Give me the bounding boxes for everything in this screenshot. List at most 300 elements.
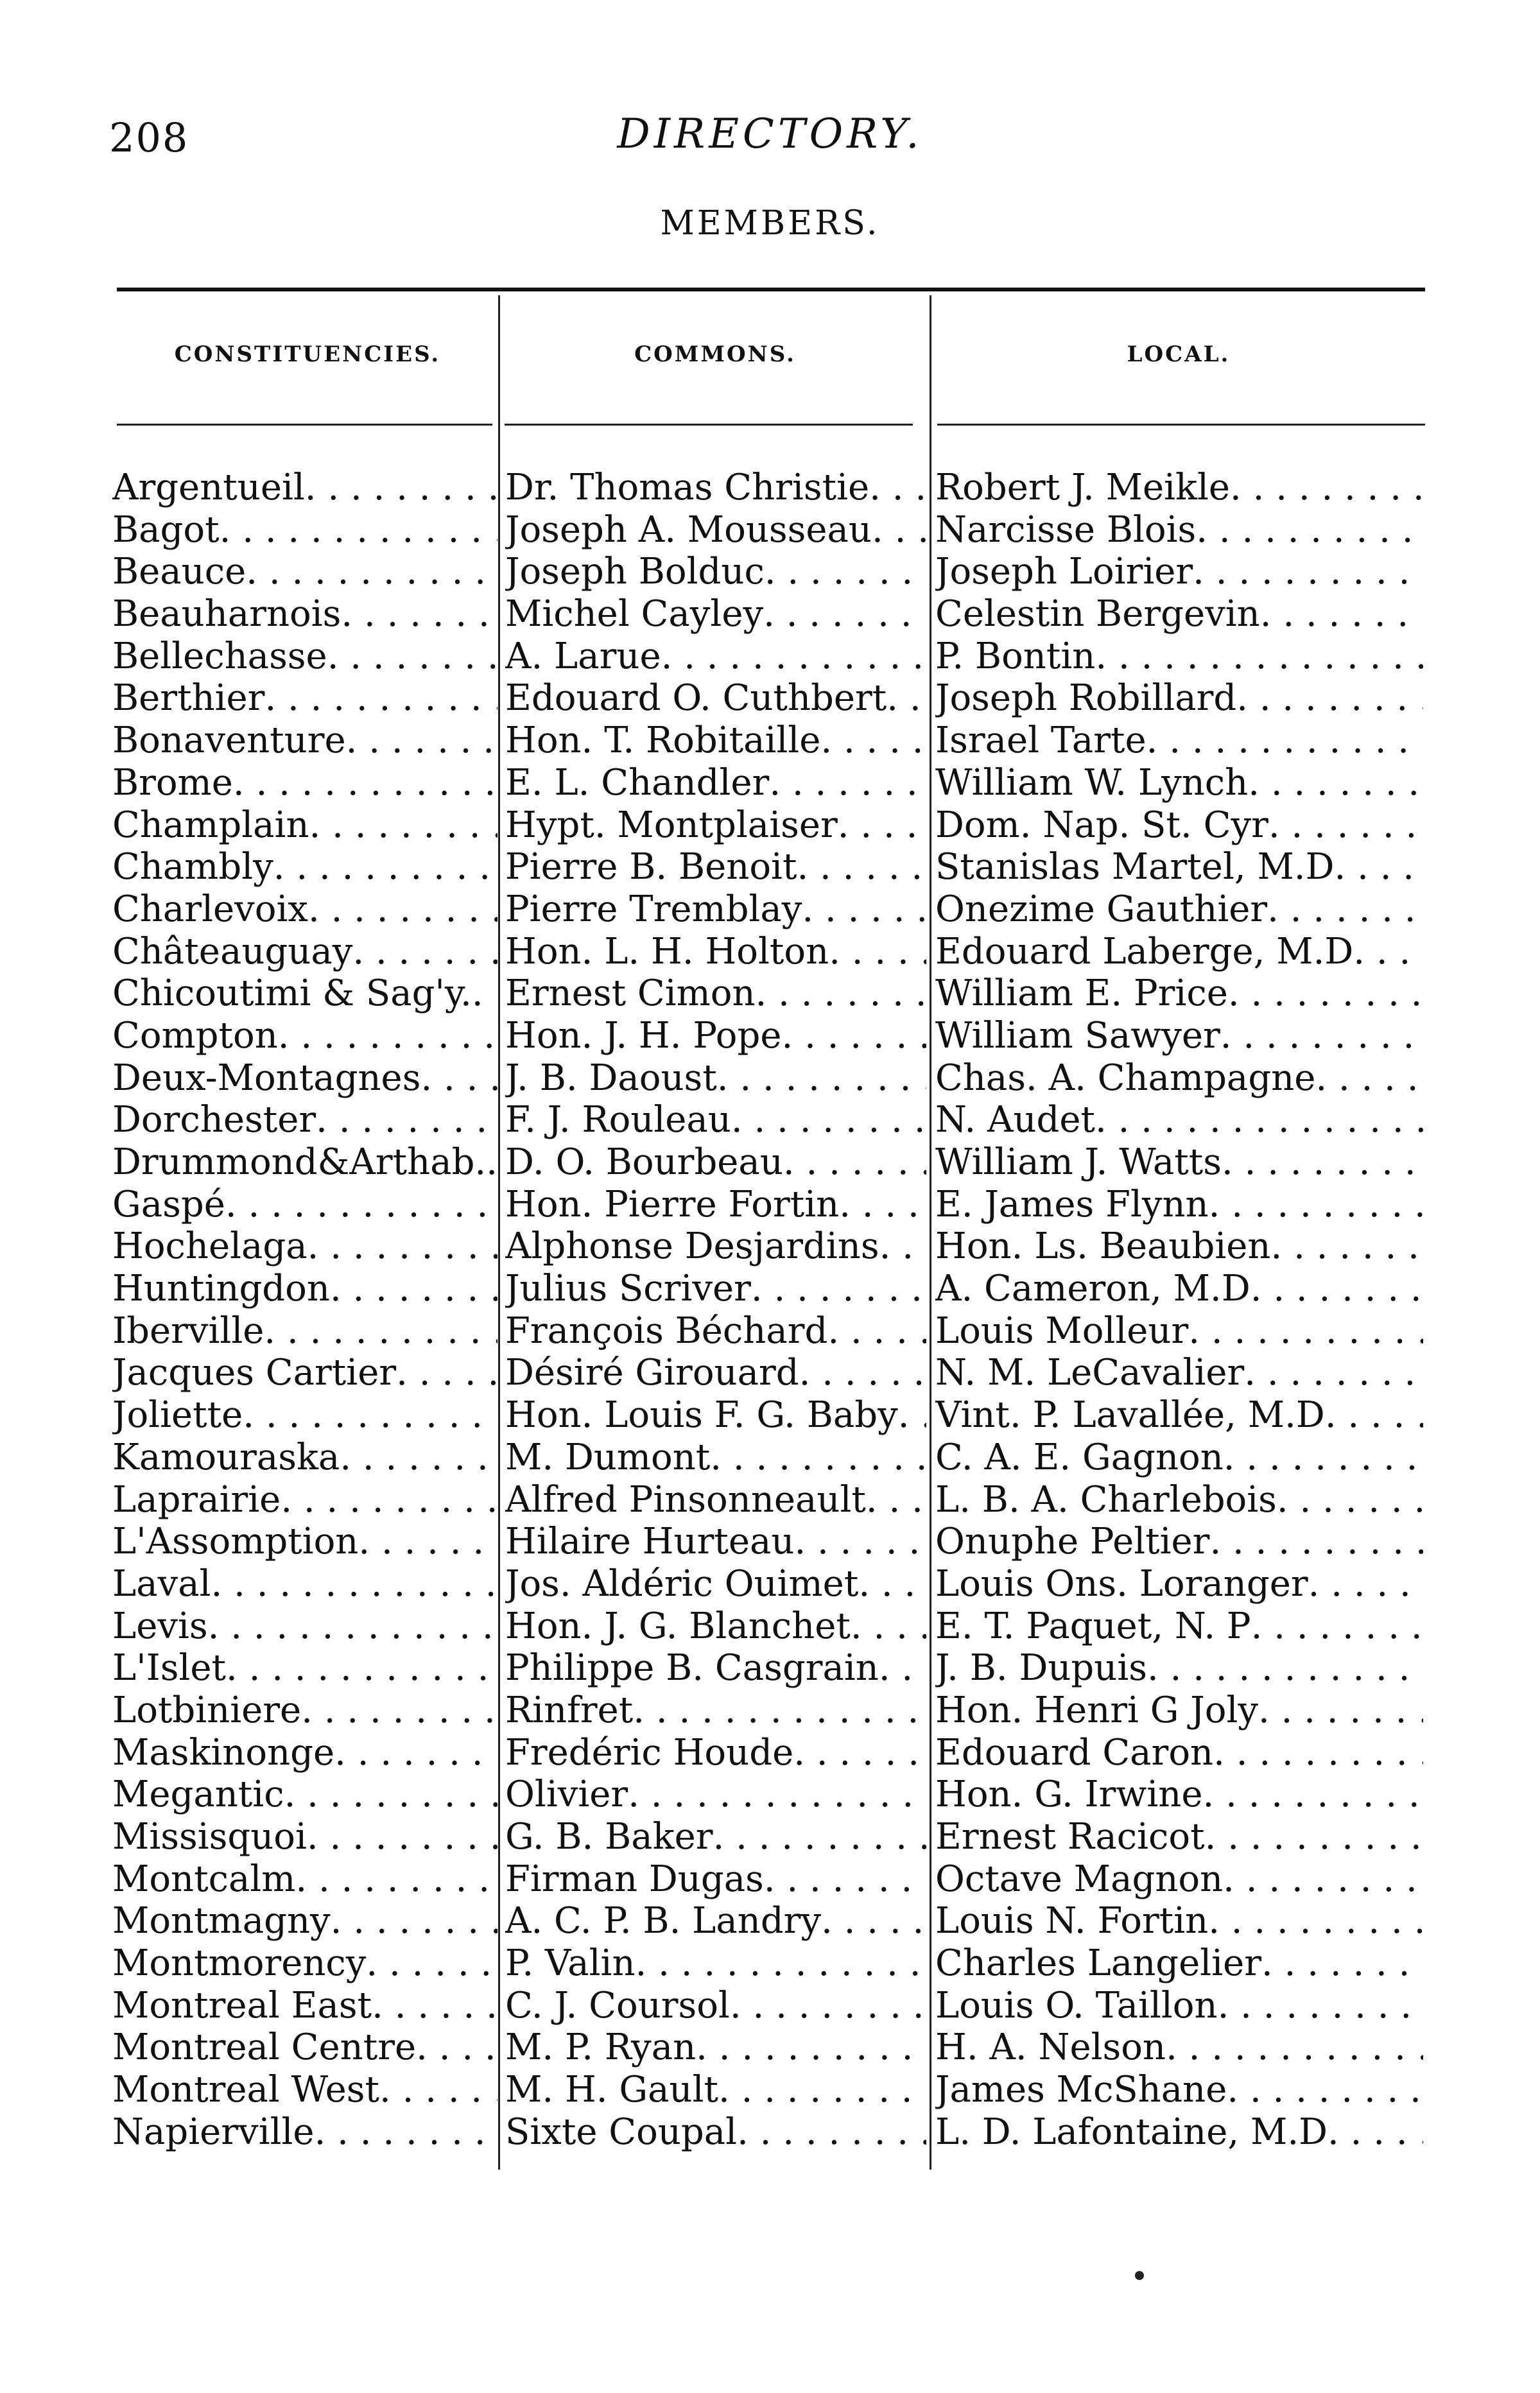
dot-leader <box>264 1310 497 1352</box>
local-cell-text: N. M. LeCavalier <box>935 1352 1245 1394</box>
commons-cell <box>505 1310 926 1352</box>
constituency-cell-text: L'Islet <box>112 1647 226 1689</box>
table-row <box>112 1816 1428 1858</box>
constituency-cell <box>112 551 497 593</box>
constituency-cell-text: Montreal Centre <box>112 2026 417 2069</box>
local-cell-text: Dom. Nap. St. Cyr <box>935 804 1268 846</box>
constituency-cell <box>112 509 497 551</box>
dot-leader <box>281 1479 497 1521</box>
dot-leader <box>1224 1437 1423 1479</box>
commons-cell <box>505 551 926 593</box>
local-cell <box>935 1268 1423 1310</box>
dot-leader <box>379 2069 497 2111</box>
constituency-cell <box>112 1816 497 1858</box>
dot-leader <box>305 467 497 509</box>
dot-leader <box>737 2111 926 2154</box>
local-cell <box>935 931 1423 973</box>
commons-cell <box>505 1900 926 1942</box>
local-cell-text: P. Bontin <box>935 635 1096 677</box>
dot-leader <box>1095 1099 1423 1141</box>
constituency-cell-text: Montmagny <box>112 1900 331 1942</box>
constituency-cell-text: Bonaventure <box>112 720 346 762</box>
constituency-cell <box>112 1141 497 1184</box>
commons-cell <box>505 1184 926 1226</box>
constituency-cell <box>112 1479 497 1521</box>
constituency-cell-text: Napierville <box>112 2111 315 2153</box>
dot-leader <box>1230 467 1423 509</box>
local-cell-text: Onuphe Peltier <box>935 1521 1210 1563</box>
dot-leader <box>1213 1732 1423 1774</box>
commons-cell <box>505 1774 926 1816</box>
dot-leader <box>636 1942 926 1985</box>
dot-leader <box>309 804 497 847</box>
local-cell-text: William W. Lynch <box>935 761 1249 804</box>
commons-cell <box>505 1689 926 1732</box>
table-row <box>112 762 1428 804</box>
constituency-cell-text: Charlevoix <box>112 888 308 930</box>
constituency-cell <box>112 804 497 847</box>
constituency-cell-text: Iberville <box>112 1309 264 1352</box>
dot-leader <box>1277 1479 1423 1521</box>
commons-cell <box>505 593 926 635</box>
dot-leader <box>793 1732 926 1774</box>
commons-cell <box>505 888 926 931</box>
page-number: 208 <box>109 114 189 161</box>
commons-cell-text: F. J. Rouleau <box>505 1099 731 1141</box>
dot-leader <box>273 846 497 888</box>
table-row <box>112 804 1428 847</box>
local-cell-text: Edouard Laberge, M.D <box>935 930 1354 972</box>
local-cell-text: William Sawyer <box>935 1014 1220 1057</box>
dot-leader <box>1196 509 1423 551</box>
dot-leader <box>1268 804 1423 847</box>
commons-cell-text: Dr. Thomas Christie <box>505 467 870 508</box>
table-row <box>112 1268 1428 1310</box>
commons-cell-text: P. Valin <box>505 1942 636 1985</box>
commons-cell-text: Hypt. Montplaiser <box>505 804 838 846</box>
local-cell <box>935 1605 1423 1648</box>
constituency-cell <box>112 846 497 888</box>
constituency-cell-text: Brome <box>112 761 233 804</box>
table-row <box>112 1225 1428 1268</box>
table-row <box>112 1352 1428 1394</box>
constituency-cell-text: Missisquoi <box>112 1816 307 1858</box>
constituency-cell <box>112 1268 497 1310</box>
commons-cell-text: Fredéric Houde <box>505 1731 794 1774</box>
constituency-cell-text: Montmorency <box>112 1942 367 1985</box>
table-row <box>112 2026 1428 2069</box>
table-row <box>112 1015 1428 1057</box>
dot-leader <box>1260 593 1423 635</box>
constituency-cell-text: Deux-Montagnes <box>112 1057 421 1099</box>
table-row <box>112 931 1428 973</box>
section-title: MEMBERS. <box>660 204 880 243</box>
dot-leader <box>866 1479 926 1521</box>
dot-leader <box>802 888 926 931</box>
local-cell-text: Vint. P. Lavallée, M.D <box>935 1394 1325 1437</box>
dot-leader <box>1250 1268 1423 1310</box>
dot-leader <box>211 1563 497 1605</box>
local-cell-text: Narcisse Blois <box>935 508 1197 551</box>
commons-cell-text: M. H. Gault <box>505 2069 718 2111</box>
table-row <box>112 1521 1428 1563</box>
constituency-cell-text: Montcalm <box>112 1858 296 1900</box>
constituency-cell <box>112 1015 497 1057</box>
constituency-cell <box>112 1394 497 1437</box>
commons-cell-text: Hon. L. H. Holton <box>505 930 829 972</box>
local-cell <box>935 1099 1423 1141</box>
dot-leader <box>696 2026 926 2069</box>
commons-cell <box>505 1647 926 1689</box>
local-cell-text: L. B. A. Charlebois <box>935 1478 1277 1521</box>
commons-cell-text: Alfred Pinsonneault <box>505 1478 866 1521</box>
constituency-cell <box>112 1563 497 1605</box>
table-row <box>112 888 1428 931</box>
commons-cell-text: Olivier <box>505 1774 628 1816</box>
commons-cell <box>505 1942 926 1985</box>
local-cell-text: Louis N. Fortin <box>935 1900 1209 1942</box>
local-cell <box>935 1689 1423 1732</box>
commons-cell-text: Hon. Louis F. G. Baby <box>505 1394 898 1437</box>
column-header-constituencies: CONSTITUENCIES. <box>174 341 441 367</box>
commons-cell <box>505 509 926 551</box>
dot-leader <box>1218 1985 1423 2027</box>
commons-cell-text: Ernest Cimon <box>505 972 756 1015</box>
dot-leader <box>327 635 497 678</box>
header-rule-3 <box>937 424 1425 426</box>
constituency-cell-text: Joliette <box>112 1394 243 1437</box>
constituency-cell-text: Berthier <box>112 677 265 720</box>
constituency-cell-text: Maskinonge <box>112 1731 335 1774</box>
local-cell <box>935 635 1423 678</box>
constituency-cell-text: Beauce <box>112 551 247 593</box>
dot-leader <box>661 635 926 678</box>
dot-leader <box>396 1352 497 1394</box>
dot-leader <box>851 1605 926 1648</box>
dot-leader <box>366 1942 497 1985</box>
local-cell <box>935 677 1423 720</box>
constituency-cell-text: Hochelaga <box>112 1225 307 1268</box>
constituency-cell-text: Champlain <box>112 804 309 846</box>
local-cell-text: Israel Tarte <box>935 720 1146 762</box>
dot-leader <box>710 1437 926 1479</box>
table-row <box>112 1774 1428 1816</box>
dot-leader <box>717 1057 926 1100</box>
commons-cell <box>505 1141 926 1184</box>
dot-leader <box>869 467 926 509</box>
dot-leader <box>763 593 926 635</box>
table-row <box>112 972 1428 1015</box>
local-cell-text: Edouard Caron <box>935 1731 1214 1774</box>
dot-leader <box>1193 551 1423 593</box>
constituency-cell <box>112 1521 497 1563</box>
table-row <box>112 1689 1428 1732</box>
constituency-cell <box>112 1647 497 1689</box>
dot-leader <box>799 1352 926 1394</box>
dot-leader <box>765 551 926 593</box>
dot-leader <box>1251 1605 1423 1648</box>
constituency-cell <box>112 1900 497 1942</box>
table-row <box>112 1394 1428 1437</box>
dot-leader <box>797 846 926 888</box>
dot-leader <box>713 1816 926 1858</box>
dot-leader <box>839 1184 926 1226</box>
table-row <box>112 1057 1428 1100</box>
dot-leader <box>372 1985 497 2027</box>
local-cell <box>935 1900 1423 1942</box>
local-cell <box>935 804 1423 847</box>
dot-leader <box>340 1437 497 1479</box>
commons-cell-text: A. Larue <box>505 635 661 677</box>
commons-cell-text: Hon. J. H. Pope <box>505 1014 782 1057</box>
local-cell-text: J. B. Dupuis <box>935 1647 1147 1689</box>
dot-leader <box>1328 2111 1423 2154</box>
dot-leader <box>307 1816 497 1858</box>
table-row <box>112 509 1428 551</box>
commons-cell-text: Rinfret <box>505 1689 634 1731</box>
table-row <box>112 1099 1428 1141</box>
table-row <box>112 1563 1428 1605</box>
dot-leader <box>756 972 926 1015</box>
decorative-bullet <box>1135 2271 1144 2280</box>
dot-leader <box>220 509 497 551</box>
commons-cell <box>505 1394 926 1437</box>
constituency-cell <box>112 1184 497 1226</box>
local-cell-text: Joseph Loirier <box>935 551 1193 593</box>
table-row <box>112 1985 1428 2027</box>
local-cell <box>935 1184 1423 1226</box>
commons-cell <box>505 2026 926 2069</box>
local-cell <box>935 762 1423 804</box>
dot-leader <box>225 1184 497 1226</box>
commons-cell-text: E. L. Chandler <box>505 761 770 804</box>
constituency-cell <box>112 762 497 804</box>
commons-cell-text: Philippe B. Casgrain <box>505 1647 879 1689</box>
constituency-cell-text: Laval <box>112 1562 211 1605</box>
dot-leader <box>769 762 926 804</box>
dot-leader <box>301 1689 497 1732</box>
dot-leader <box>1325 1394 1423 1437</box>
dot-leader <box>486 1141 497 1184</box>
local-cell-text: Robert J. Meikle <box>935 467 1231 508</box>
commons-cell-text: M. Dumont <box>505 1436 711 1478</box>
constituency-cell-text: Montreal East <box>112 1984 372 2026</box>
local-cell-text: Chas. A. Champagne <box>935 1057 1316 1099</box>
dot-leader <box>1223 1858 1423 1901</box>
dot-leader <box>879 1647 926 1689</box>
local-cell <box>935 2026 1423 2069</box>
dot-leader <box>1227 2069 1423 2111</box>
dot-leader <box>898 1394 926 1437</box>
commons-cell <box>505 1816 926 1858</box>
dot-leader <box>1244 1352 1423 1394</box>
local-cell-text: Onezime Gauthier <box>935 888 1268 930</box>
dot-leader <box>1188 1310 1423 1352</box>
dot-leader <box>233 762 497 804</box>
constituency-cell <box>112 1689 497 1732</box>
dot-leader <box>1166 2026 1423 2069</box>
dot-leader <box>295 1858 497 1901</box>
header-rule-2 <box>505 424 913 426</box>
constituency-cell <box>112 2069 497 2111</box>
dot-leader <box>1258 1689 1423 1732</box>
dot-leader <box>1146 720 1423 762</box>
dot-leader <box>246 551 497 593</box>
dot-leader <box>1209 1521 1423 1563</box>
dot-leader <box>341 593 497 635</box>
local-cell-text: Louis Molleur <box>935 1309 1189 1352</box>
local-cell <box>935 1225 1423 1268</box>
local-cell <box>935 1647 1423 1689</box>
constituency-cell-text: Megantic <box>112 1774 284 1816</box>
constituency-cell-text: Chicoutimi & Sag'y. <box>112 972 472 1015</box>
commons-cell <box>505 1352 926 1394</box>
dot-leader <box>783 1141 926 1184</box>
commons-cell <box>505 720 926 762</box>
local-cell <box>935 1858 1423 1901</box>
commons-cell-text: D. O. Bourbeau <box>505 1141 783 1183</box>
local-cell <box>935 467 1423 509</box>
table-row <box>112 1141 1428 1184</box>
commons-cell <box>505 1268 926 1310</box>
dot-leader <box>330 1268 497 1310</box>
commons-cell <box>505 1858 926 1901</box>
constituency-cell-text: Compton <box>112 1014 278 1057</box>
commons-cell-text: Julius Scriver <box>505 1268 751 1310</box>
local-cell-text: A. Cameron, M.D <box>935 1268 1250 1310</box>
local-cell-text: James McShane <box>935 2069 1227 2111</box>
local-cell-text: N. Audet <box>935 1099 1096 1141</box>
constituency-cell <box>112 931 497 973</box>
constituency-cell <box>112 1732 497 1774</box>
local-cell <box>935 1394 1423 1437</box>
table-row <box>112 1605 1428 1648</box>
dot-leader <box>278 1015 497 1057</box>
constituency-cell-text: Bagot <box>112 508 220 551</box>
table-row <box>112 1437 1428 1479</box>
dot-leader <box>821 1900 926 1942</box>
dot-leader <box>346 720 497 762</box>
commons-cell <box>505 677 926 720</box>
local-cell <box>935 1816 1423 1858</box>
commons-cell-text: Joseph Bolduc <box>505 551 765 593</box>
dot-leader <box>1308 1563 1423 1605</box>
local-cell <box>935 1479 1423 1521</box>
local-cell-text: Hon. Henri G Joly <box>935 1689 1258 1731</box>
local-cell-text: William E. Price <box>935 972 1228 1015</box>
dot-leader <box>334 1732 497 1774</box>
local-cell-text: Charles Langelier <box>935 1942 1262 1985</box>
table-row <box>112 677 1428 720</box>
constituency-cell <box>112 467 497 509</box>
constituency-cell <box>112 1985 497 2027</box>
dot-leader <box>1220 1015 1423 1057</box>
table-row <box>112 720 1428 762</box>
column-header-local: LOCAL. <box>1127 341 1231 367</box>
commons-cell-text: Sixte Coupal <box>505 2111 738 2153</box>
constituency-cell-text: Lotbiniere <box>112 1689 302 1731</box>
dot-leader <box>1267 888 1423 931</box>
local-cell <box>935 1015 1423 1057</box>
dot-leader <box>416 2026 497 2069</box>
constituency-cell <box>112 635 497 678</box>
dot-leader <box>1248 762 1423 804</box>
dot-leader <box>208 1605 497 1648</box>
local-cell <box>935 972 1423 1015</box>
members-table <box>112 467 1428 2154</box>
constituency-cell <box>112 1057 497 1100</box>
dot-leader <box>879 1225 926 1268</box>
constituency-cell <box>112 1310 497 1352</box>
local-cell-text: L. D. Lafontaine, M.D <box>935 2111 1328 2153</box>
dot-leader <box>1208 1900 1423 1942</box>
commons-cell <box>505 931 926 973</box>
commons-cell <box>505 635 926 678</box>
local-cell <box>935 888 1423 931</box>
constituency-cell-text: Jacques Cartier <box>112 1352 397 1394</box>
commons-cell <box>505 1563 926 1605</box>
local-cell-text: C. A. E. Gagnon <box>935 1436 1224 1478</box>
dot-leader <box>1315 1057 1423 1100</box>
constituency-cell <box>112 1352 497 1394</box>
table-row <box>112 593 1428 635</box>
dot-leader <box>794 1521 926 1563</box>
local-cell <box>935 1521 1423 1563</box>
constituency-cell <box>112 1942 497 1985</box>
top-rule <box>117 288 1425 291</box>
constituency-cell <box>112 720 497 762</box>
constituency-cell <box>112 1605 497 1648</box>
commons-cell-text: Hilaire Hurteau <box>505 1521 795 1563</box>
local-cell-text: E. T. Paquet, N. P <box>935 1605 1251 1647</box>
commons-cell-text: Désiré Girouard <box>505 1352 799 1394</box>
table-row <box>112 467 1428 509</box>
constituency-cell <box>112 972 497 1015</box>
constituency-cell-text: Huntingdon <box>112 1268 330 1310</box>
commons-cell-text: Hon. T. Robitaille <box>505 720 821 762</box>
dot-leader <box>1335 846 1424 888</box>
constituency-cell <box>112 2111 497 2154</box>
commons-cell-text: C. J. Coursol <box>505 1984 730 2026</box>
table-row <box>112 1732 1428 1774</box>
local-cell <box>935 1057 1423 1100</box>
constituency-cell-text: Laprairie <box>112 1478 281 1521</box>
dot-leader <box>838 804 926 847</box>
local-cell-text: Hon. G. Irwine <box>935 1774 1203 1816</box>
dot-leader <box>628 1774 926 1816</box>
dot-leader <box>352 931 497 973</box>
table-row <box>112 635 1428 678</box>
commons-cell-text: A. C. P. B. Landry <box>505 1900 822 1942</box>
local-cell <box>935 551 1423 593</box>
commons-cell-text: Hon. J. G. Blanchet <box>505 1605 851 1647</box>
local-cell <box>935 509 1423 551</box>
table-row <box>112 551 1428 593</box>
dot-leader <box>264 677 497 720</box>
commons-cell <box>505 1437 926 1479</box>
table-row <box>112 1900 1428 1942</box>
constituency-cell-text: Bellechasse <box>112 635 327 677</box>
constituency-cell-text: Montreal West <box>112 2069 380 2111</box>
dot-leader <box>315 2111 497 2154</box>
constituency-cell-text: Châteauguay <box>112 930 353 972</box>
local-cell <box>935 2111 1423 2154</box>
constituency-cell-text: Chambly <box>112 846 273 888</box>
local-cell-text: Hon. Ls. Beaubien <box>935 1225 1271 1268</box>
local-cell <box>935 1141 1423 1184</box>
dot-leader <box>308 888 497 931</box>
local-cell <box>935 2069 1423 2111</box>
